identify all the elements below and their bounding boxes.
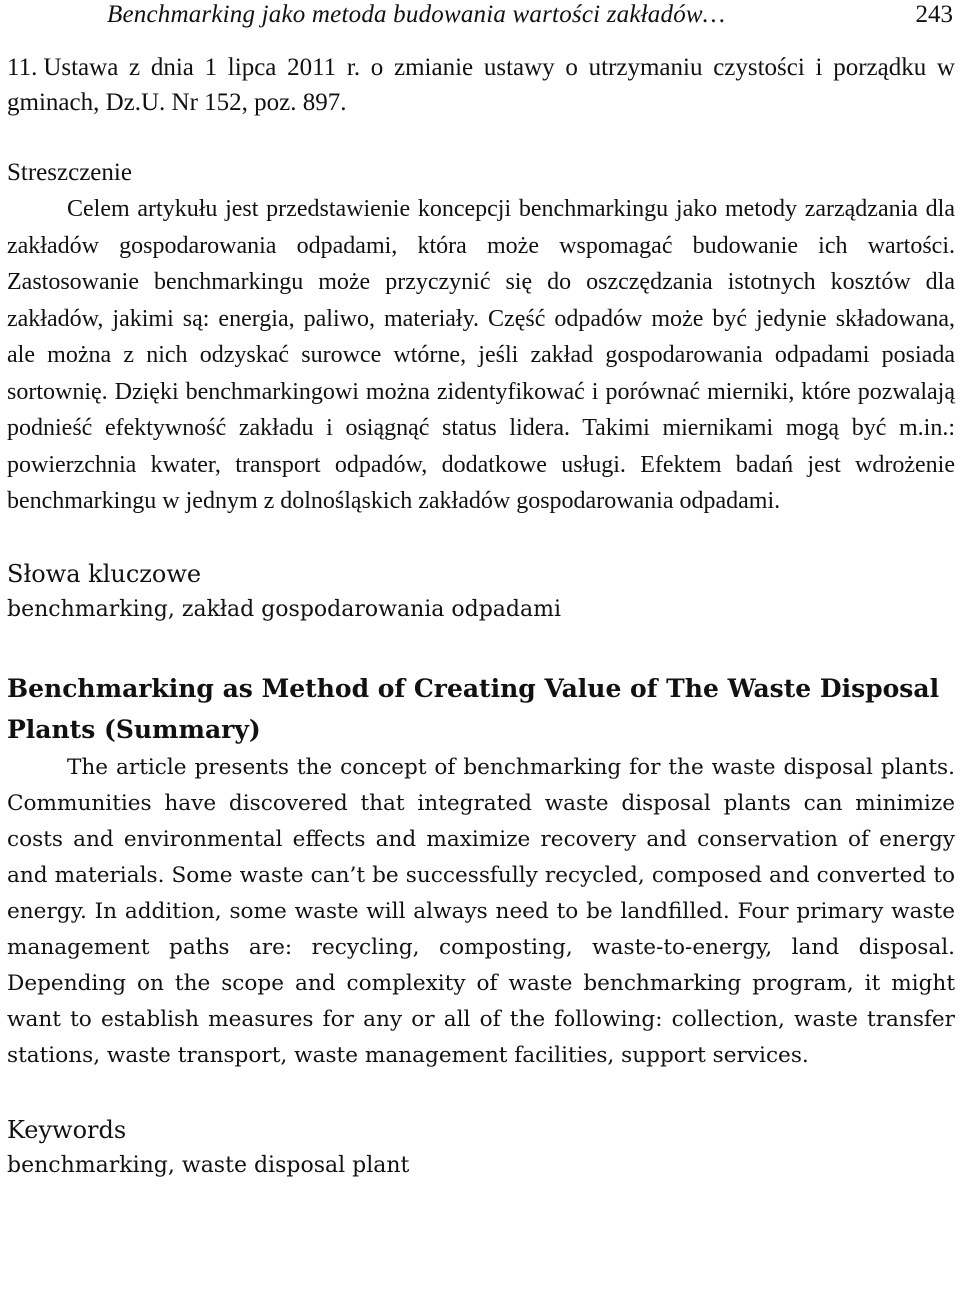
page-number: 243 xyxy=(915,1,953,28)
keywords-heading-pl: Słowa kluczowe xyxy=(7,559,202,588)
document-page xyxy=(7,0,955,1289)
reference-text: Ustawa z dnia 1 lipca 2011 r. o zmianie ustawy o utrzymaniu czystości i porządku w gminach, Dz.U. Nr 152, poz. 897. xyxy=(7,54,955,116)
keywords-text-en: benchmarking, waste disposal plant xyxy=(7,1153,410,1179)
running-header xyxy=(7,0,955,40)
abstract-text-pl: Celem artykułu jest przedstawienie koncepcji benchmarkingu jako metody zarządzania dla zakładów gospodarowania odpadami, która może wspomagać budowanie ich wartości. Zastosowanie benchmarkingu może przyczynić się do oszczędzania istotnych kosztów dla zakładów, jakimi są: energia, paliwo, materiały. Część odpadów może być jedynie składowana, ale można z nich odzyskać surowce wtórne, jeśli zakład gospodarowania odpadami posiada sortownię. Dzięki benchmarkingowi można zidentyfikować i porównać mierniki, które pozwalają podnieść efektywność zakładu i osiągnąć status lidera. Takimi miernikami mogą być m.in.: powierzchnia kwater, transport odpadów, dodatkowe usługi. Efektem badań jest wdrożenie benchmarkingu w jednym z dolnośląskich zakładów gospodarowania odpadami. xyxy=(7,196,955,514)
running-title: Benchmarking jako metoda budowania wartości zakładów… xyxy=(107,1,726,28)
abstract-heading-pl: Streszczenie xyxy=(7,159,132,186)
keywords-heading-en: Keywords xyxy=(7,1116,127,1145)
reference-number: 11. xyxy=(7,54,38,81)
summary-text-en: The article presents the concept of benchmarking for the waste disposal plants. Communities have discovered that integrated waste disposal plants can minimize costs and environmental effects and maximize recovery and conservation of energy and materials. Some waste can’t be successfully recycled, composed and converted to energy. In addition, some waste will always need to be landfilled. Four primary waste management paths are: recycling, composting, waste-to-energy, land disposal. Depending on the scope and complexity of waste benchmarking program, it might want to establish measures for any or all of the following: collection, waste transfer stations, waste transport, waste management facilities, support services. xyxy=(7,754,955,1069)
keywords-text-pl: benchmarking, zakład gospodarowania odpadami xyxy=(7,596,562,622)
reference-item xyxy=(7,50,955,120)
summary-title-en: Benchmarking as Method of Creating Value of The Waste Disposal Plants (Summary) xyxy=(7,673,940,744)
